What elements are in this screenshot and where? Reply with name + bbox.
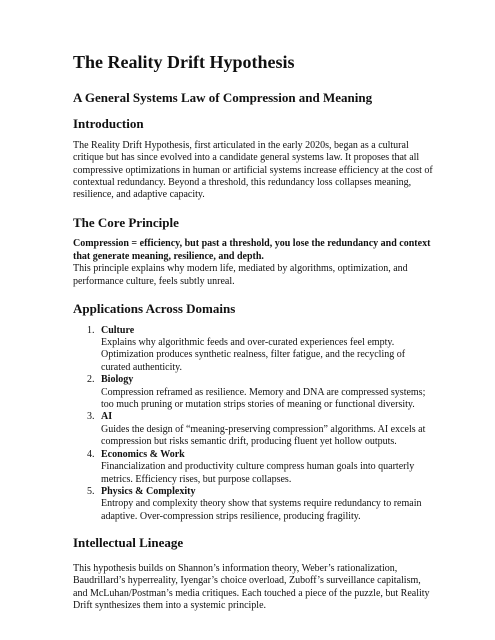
list-item xyxy=(73,374,495,411)
domain-name: Physics & Complexity xyxy=(101,485,196,497)
domain-name: AI xyxy=(101,411,113,423)
list-number: 1. xyxy=(87,324,95,336)
lineage-heading: Intellectual Lineage xyxy=(73,535,184,551)
lineage-line: Baudrillard’s hyperreality, Iyengar’s choice overload, Zuboff’s surveillance capitalism, xyxy=(73,575,421,587)
core-principle-bold-line: Compression = efficiency, but past a threshold, you lose the redundancy and context xyxy=(73,238,431,250)
domain-line: too much pruning or mutation strips stories of meaning or functional diversity. xyxy=(101,399,415,411)
lineage-line: Drift synthesizes them into a systemic principle. xyxy=(73,599,267,611)
list-item xyxy=(73,411,495,448)
introduction-line: resilience, and adaptive capacity. xyxy=(73,189,205,201)
list-number: 5. xyxy=(87,485,95,497)
core-principle-line: performance culture, feels subtly unreal. xyxy=(73,275,235,287)
lineage-paragraph xyxy=(73,563,495,613)
domain-line: Optimization produces synthetic realness, filter fatigue, and the recycling of xyxy=(101,349,406,361)
domain-line: adaptive. Over-compression strips resilience, producing fragility. xyxy=(101,510,361,522)
list-item xyxy=(73,449,495,486)
lineage-line: and McLuhan/Postman’s media critiques. Each touched a piece of the puzzle, but Reality xyxy=(73,587,430,599)
core-principle-line: This principle explains why modern life, mediated by algorithms, optimization, and xyxy=(73,263,408,275)
domain-line: Explains why algorithmic feeds and over-curated experiences feel empty. xyxy=(101,337,395,349)
lineage-line: This hypothesis builds on Shannon’s information theory, Weber’s rationalization, xyxy=(73,562,398,574)
domain-line: metrics. Efficiency rises, but purpose collapses. xyxy=(101,473,292,485)
domain-line: Entropy and complexity theory show that systems require redundancy to remain xyxy=(101,498,422,510)
introduction-line: compressive optimizations in human or artificial systems increase efficiency at the cost of xyxy=(73,164,433,176)
list-number: 2. xyxy=(87,374,95,386)
document-subtitle: A General Systems Law of Compression and Meaning xyxy=(73,89,373,105)
list-item xyxy=(73,486,495,523)
introduction-heading: Introduction xyxy=(73,116,144,132)
core-principle-bold-line: that generate meaning, resilience, and depth. xyxy=(73,250,264,262)
core-principle-paragraph xyxy=(73,238,495,288)
domain-line: Compression reframed as resilience. Memory and DNA are compressed systems; xyxy=(101,386,426,398)
introduction-paragraph xyxy=(73,140,495,202)
list-number: 4. xyxy=(87,448,95,460)
domain-line: curated authenticity. xyxy=(101,361,182,373)
domain-name: Biology xyxy=(101,374,134,386)
introduction-line: contextual redundancy. Beyond a threshold, this redundancy loss collapses meaning, xyxy=(73,177,412,188)
list-item xyxy=(73,325,495,375)
domain-name: Economics & Work xyxy=(101,448,185,460)
core-principle-heading: The Core Principle xyxy=(73,214,179,230)
domain-line: compression but risks semantic drift, producing fluent yet hollow outputs. xyxy=(101,436,397,448)
domain-line: Guides the design of “meaning-preserving compression” algorithms. AI excels at xyxy=(101,423,426,435)
domain-name: Culture xyxy=(101,324,135,336)
list-number: 3. xyxy=(87,411,95,423)
introduction-line: critique but has since evolved into a candidate general systems law. It proposes that all xyxy=(73,152,420,164)
applications-list xyxy=(73,325,495,524)
applications-heading: Applications Across Domains xyxy=(73,301,236,317)
introduction-line: The Reality Drift Hypothesis, first articulated in the early 2020s, began as a cultural xyxy=(73,139,409,151)
domain-line: Financialization and productivity culture compress human goals into quarterly xyxy=(101,461,415,473)
document-title: The Reality Drift Hypothesis xyxy=(73,52,295,72)
